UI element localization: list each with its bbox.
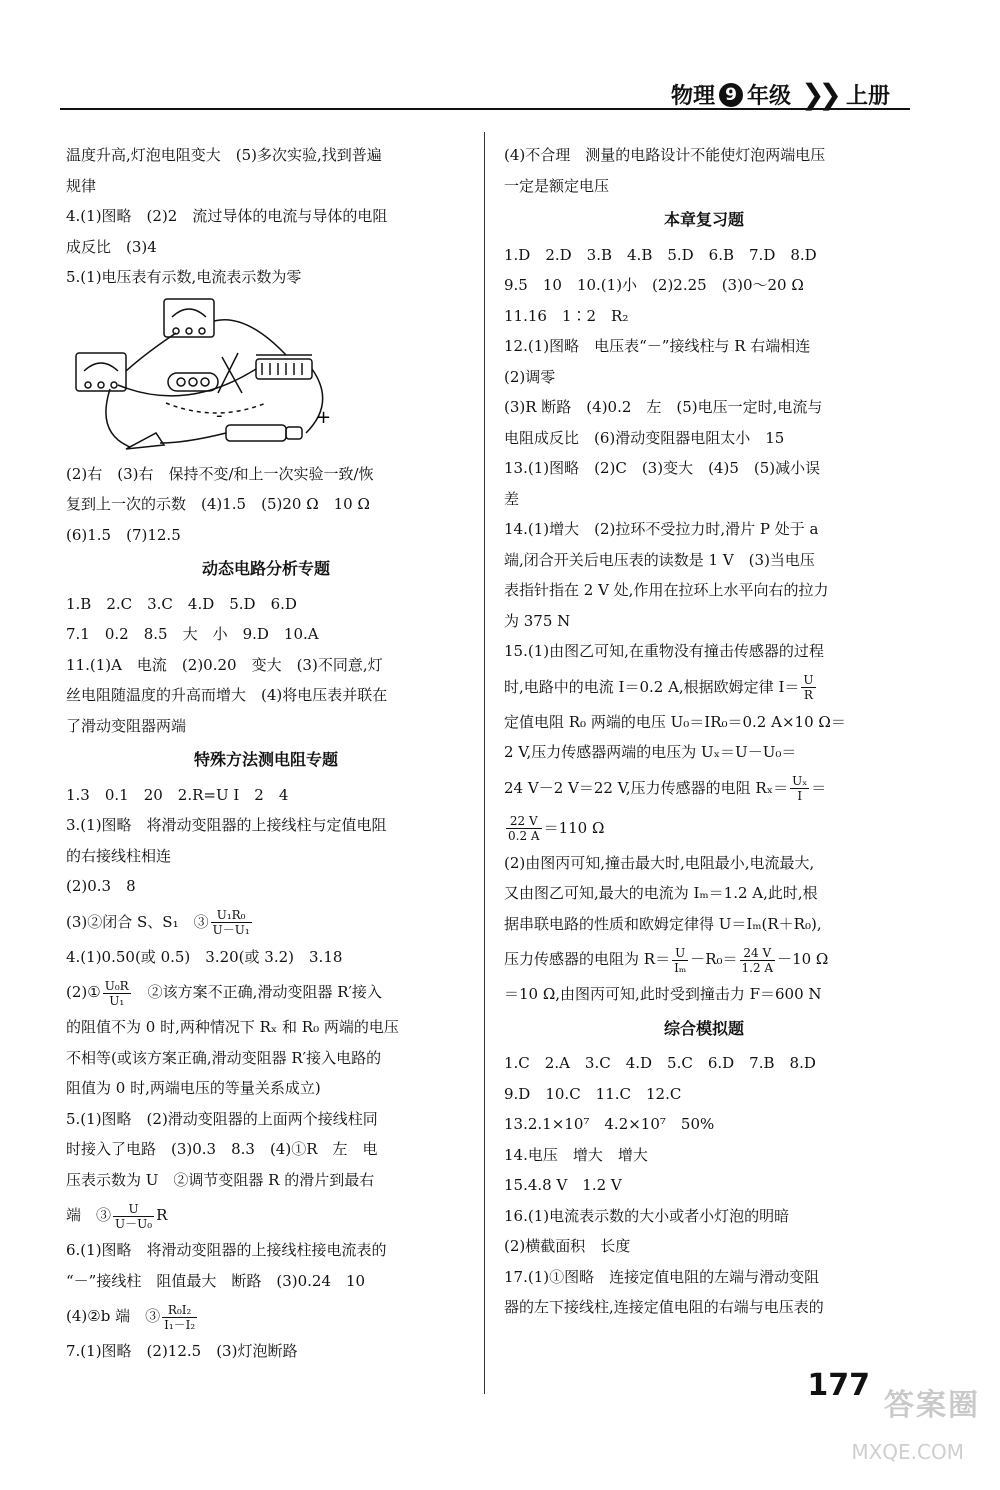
text-line: 13.2.1×10⁷ 4.2×10⁷ 50% xyxy=(504,1115,715,1133)
text-line: 9.5 10 10.(1)小 (2)2.25 (3)0～20 Ω xyxy=(504,276,804,294)
text-line: (2)由图丙可知,撞击最大时,电阻最小,电流最大, xyxy=(504,853,815,872)
switch-icon xyxy=(126,433,164,449)
text-span: ②该方案不正确,滑动变阻器 R′接入 xyxy=(132,983,382,1001)
formula-line xyxy=(66,902,466,942)
text-span: 24 V－2 V＝22 V,压力传感器的电阻 Rₓ＝ xyxy=(504,778,789,797)
denominator: U₁ xyxy=(109,993,125,1008)
section-title: 综合模拟题 xyxy=(663,1018,744,1038)
text-line: 7.(1)图略 (2)12.5 (3)灯泡断路 xyxy=(66,1342,298,1360)
text-line: (2)调零 xyxy=(504,367,556,386)
numerator: U xyxy=(672,946,688,961)
fraction xyxy=(113,1202,154,1231)
text-line: 阻值为 0 时,两端电压的等量关系成立) xyxy=(66,1079,321,1097)
text-span: －R₀＝ xyxy=(690,950,738,968)
text-span: ＝ xyxy=(811,778,827,797)
denominator: R xyxy=(803,688,813,702)
text-line: 5.(1)图略 (2)滑动变阻器的上面两个接线柱同 xyxy=(66,1109,378,1128)
fraction xyxy=(506,814,542,843)
text-line: 为 375 N xyxy=(504,611,571,630)
denominator: 1.2 A xyxy=(741,960,774,975)
header-rule xyxy=(60,108,910,110)
formula-line xyxy=(504,939,904,979)
text-line: 温度升高,灯泡电阻变大 (5)多次实验,找到普遍 xyxy=(66,146,382,164)
text-line: 了滑动变阻器两端 xyxy=(66,716,187,735)
fraction xyxy=(103,979,131,1008)
text-line: 的右接线柱相连 xyxy=(66,846,172,865)
left-column xyxy=(66,140,466,1367)
numerator: 22 V xyxy=(506,814,542,829)
text-line: 13.(1)图略 (2)C (3)变大 (4)5 (5)减小误 xyxy=(504,459,821,477)
text-line: 11.16 1∶2 R₂ xyxy=(504,306,629,325)
text-line: 1.3 0.1 20 2.R=U I 2 4 xyxy=(66,785,289,804)
formula-line xyxy=(66,1296,466,1336)
fraction xyxy=(801,673,815,702)
denominator: I xyxy=(797,789,803,803)
section-title: 本章复习题 xyxy=(663,210,744,229)
text-span: 压力传感器的电阻为 R＝ xyxy=(504,950,671,968)
watermark-logo: 答案圈 xyxy=(884,1388,980,1423)
denominator: Iₘ xyxy=(674,960,687,975)
text-line: 压表示数为 U ②调节变阻器 R 的滑片到最右 xyxy=(66,1170,375,1189)
numerator: U₀R xyxy=(104,978,129,993)
text-line: (2)右 (3)右 保持不变/和上一次实验一致/恢 xyxy=(66,464,374,483)
numerator: 24 V xyxy=(740,946,776,961)
denominator: I₁－I₂ xyxy=(164,1317,196,1332)
text-line: 丝电阻随温度的升高而增大 (4)将电压表并联在 xyxy=(66,686,388,704)
text-line: 1.D 2.D 3.B 4.B 5.D 6.B 7.D 8.D xyxy=(504,245,817,264)
text-line: 规律 xyxy=(66,176,97,195)
numerator: U xyxy=(803,673,814,687)
text-line: (2)0.3 8 xyxy=(66,877,136,895)
watermark-url: MXQE.COM xyxy=(851,1440,964,1464)
section-title: 特殊方法测电阻专题 xyxy=(193,750,338,769)
text-span: R xyxy=(156,1206,168,1224)
right-column xyxy=(504,140,904,1323)
text-line: 一定是额定电压 xyxy=(504,176,610,195)
svg-text:-: - xyxy=(216,404,223,426)
text-line: 15.4.8 V 1.2 V xyxy=(504,1176,622,1194)
rheostat-icon xyxy=(256,359,312,379)
fraction xyxy=(790,774,809,803)
denominator: 0.2 A xyxy=(508,829,540,843)
column-divider xyxy=(484,132,485,1394)
text-span: 时,电路中的电流 I＝0.2 A,根据欧姆定律 I＝ xyxy=(504,677,800,696)
text-line: 9.D 10.C 11.C 12.C xyxy=(504,1084,682,1103)
text-line: 15.(1)由图乙可知,在重物没有撞击传感器的过程 xyxy=(504,642,824,660)
text-span: (2)① xyxy=(66,983,101,1001)
text-line: 1.B 2.C 3.C 4.D 5.D 6.D xyxy=(66,594,297,613)
header-volume: 上册 xyxy=(845,84,890,109)
text-line: 的阻值不为 0 时,两种情况下 Rₓ 和 R₀ 两端的电压 xyxy=(66,1018,399,1036)
resistor-icon xyxy=(168,373,218,391)
text-line: 器的左下接线柱,连接定值电阻的右端与电压表的 xyxy=(504,1298,824,1316)
double-chevron-icon: ❯❯ xyxy=(801,78,836,111)
text-span: ＝110 Ω xyxy=(543,818,605,837)
fraction xyxy=(211,908,252,937)
text-line: 16.(1)电流表示数的大小或者小灯泡的明暗 xyxy=(504,1206,790,1225)
text-span: －10 Ω xyxy=(777,950,829,968)
section-title: 动态电路分析专题 xyxy=(201,559,330,578)
fraction xyxy=(162,1303,197,1332)
text-line: “－”接线柱 阻值最大 断路 (3)0.24 10 xyxy=(66,1271,366,1290)
voltmeter-icon xyxy=(164,299,214,337)
text-line: 表指针指在 2 V 处,作用在拉环上水平向右的拉力 xyxy=(504,581,829,599)
header-title xyxy=(671,78,890,111)
text-line: 5.(1)电压表有示数,电流表示数为零 xyxy=(66,268,302,286)
fraction xyxy=(672,946,688,975)
text-line: 4.(1)图略 (2)2 流过导体的电流与导体的电阻 xyxy=(66,207,388,225)
text-line: ＝10 Ω,由图丙可知,此时受到撞击力 F＝600 N xyxy=(504,985,822,1003)
grade-badge: 9 xyxy=(719,83,743,107)
text-line: 端,闭合开关后电压表的读数是 1 V (3)当电压 xyxy=(504,550,815,569)
text-line: 定值电阻 R₀ 两端的电压 U₀＝IR₀＝0.2 A×10 Ω＝ xyxy=(504,712,846,731)
text-line: 据串联电路的性质和欧姆定律得 U＝Iₘ(R＋R₀), xyxy=(504,914,822,933)
formula-line xyxy=(504,808,904,848)
battery-icon xyxy=(226,425,286,441)
fraction xyxy=(740,946,776,975)
text-line: 7.1 0.2 8.5 大 小 9.D 10.A xyxy=(66,625,319,643)
page-number: 177 xyxy=(807,1368,870,1403)
text-line: (3)R 断路 (4)0.2 左 (5)电压一定时,电流与 xyxy=(504,398,823,416)
text-line: 电阻成反比 (6)滑动变阻器电阻太小 15 xyxy=(504,428,785,447)
text-line: 4.(1)0.50(或 0.5) 3.20(或 3.2) 3.18 xyxy=(66,947,343,966)
numerator: Uₓ xyxy=(792,774,808,788)
denominator: U－U₁ xyxy=(212,923,250,937)
header-subject: 物理 xyxy=(671,84,716,109)
denominator: U－U₀ xyxy=(115,1216,153,1231)
text-line: 时接入了电路 (3)0.3 8.3 (4)①R 左 电 xyxy=(66,1140,378,1158)
text-line: 12.(1)图略 电压表“－”接线柱与 R 右端相连 xyxy=(504,337,811,355)
text-line: 6.(1)图略 将滑动变阻器的上接线柱接电流表的 xyxy=(66,1241,387,1259)
numerator: U xyxy=(113,1202,154,1217)
text-line: 不相等(或该方案正确,滑动变阻器 R′接入电路的 xyxy=(66,1048,382,1067)
text-line: 11.(1)A 电流 (2)0.20 变大 (3)不同意,灯 xyxy=(66,655,383,674)
formula-line xyxy=(504,667,904,707)
text-line: 14.(1)增大 (2)拉环不受拉力时,滑片 P 处于 a xyxy=(504,520,819,538)
text-span: 端 ③ xyxy=(66,1206,112,1224)
text-span: (3)②闭合 S、S₁ ③ xyxy=(66,912,209,931)
header-grade: 年级 xyxy=(747,84,792,109)
circuit-diagram xyxy=(66,293,466,459)
page-header xyxy=(60,78,910,111)
text-line: 又由图乙可知,最大的电流为 Iₘ＝1.2 A,此时,根 xyxy=(504,884,818,902)
numerator: R₀I₂ xyxy=(162,1303,197,1318)
text-line: 17.(1)①图略 连接定值电阻的左端与滑动变阻 xyxy=(504,1267,820,1286)
formula-line xyxy=(504,768,904,808)
text-line: (6)1.5 (7)12.5 xyxy=(66,525,181,544)
text-line: (2)横截面积 长度 xyxy=(504,1237,631,1255)
text-line: 复到上一次的示数 (4)1.5 (5)20 Ω 10 Ω xyxy=(66,495,370,513)
text-span: (4)②b 端 ③ xyxy=(66,1307,161,1325)
formula-line xyxy=(66,1195,466,1235)
numerator: U₁R₀ xyxy=(211,908,252,923)
text-line: 2 V,压力传感器两端的电压为 Uₓ＝U－U₀＝ xyxy=(504,743,797,761)
text-line: 差 xyxy=(504,489,520,508)
text-line: 1.C 2.A 3.C 4.D 5.C 6.D 7.B 8.D xyxy=(504,1054,816,1072)
text-line: 3.(1)图略 将滑动变阻器的上接线柱与定值电阻 xyxy=(66,816,387,834)
text-line: (4)不合理 测量的电路设计不能使灯泡两端电压 xyxy=(504,146,826,164)
text-line: 14.电压 增大 增大 xyxy=(504,1145,648,1164)
formula-line xyxy=(66,972,466,1012)
svg-text:+: + xyxy=(316,406,332,428)
text-line: 成反比 (3)4 xyxy=(66,237,157,256)
